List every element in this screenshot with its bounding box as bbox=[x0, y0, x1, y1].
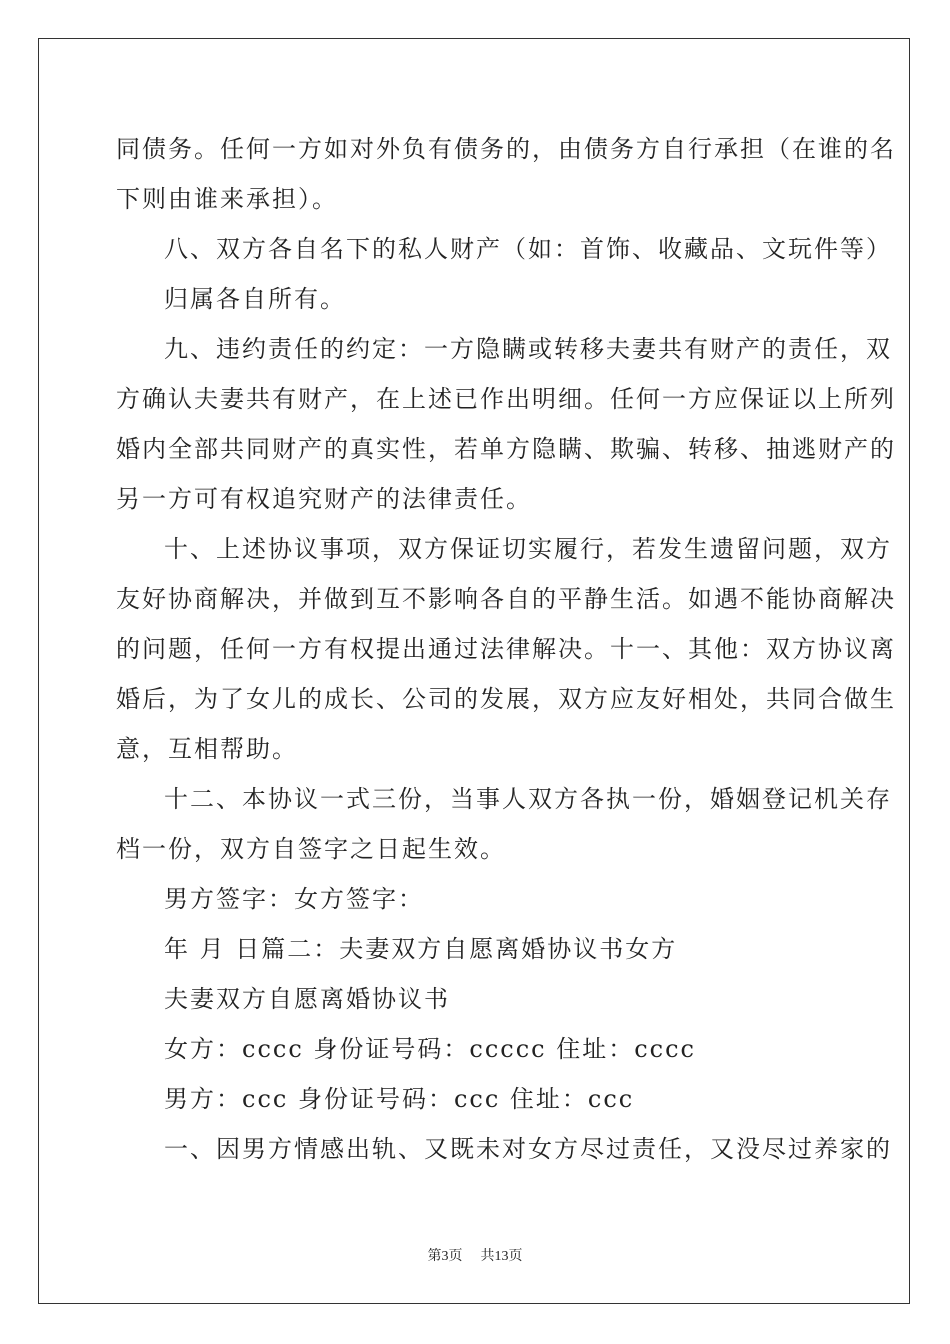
signature-line: 男方签字：女方签字： bbox=[164, 885, 424, 913]
text-line-1: 同债务。任何一方如对外负有债务的，由债务方自行承担（在谁的名 bbox=[116, 135, 896, 163]
text-line-7: 婚内全部共同财产的真实性，若单方隐瞒、欺骗、转移、抽逃财产的 bbox=[116, 435, 896, 463]
page-border bbox=[38, 38, 910, 1304]
male-party-info: 男方：ccc 身份证号码：ccc 住址：ccc bbox=[164, 1085, 635, 1113]
text-line-10: 友好协商解决，并做到互不影响各自的平静生活。如遇不能协商解决 bbox=[116, 585, 896, 613]
page-number: 第3页 bbox=[427, 1249, 463, 1264]
date-and-section-heading: 年 月 日篇二：夫妻双方自愿离婚协议书女方 bbox=[164, 935, 678, 963]
text-line-2: 下则由谁来承担）。 bbox=[116, 185, 338, 213]
female-party-info: 女方：cccc 身份证号码：ccccc 住址：cccc bbox=[164, 1035, 696, 1063]
document-title: 夫妻双方自愿离婚协议书 bbox=[164, 985, 450, 1013]
text-line-5: 九、违约责任的约定：一方隐瞒或转移夫妻共有财产的责任，双 bbox=[164, 335, 892, 363]
text-line-13: 意，互相帮助。 bbox=[116, 735, 298, 763]
text-line-9: 十、上述协议事项，双方保证切实履行，若发生遗留问题，双方 bbox=[164, 535, 892, 563]
page-footer bbox=[0, 1248, 950, 1266]
text-line-8: 另一方可有权追究财产的法律责任。 bbox=[116, 485, 532, 513]
text-line-11: 的问题，任何一方有权提出通过法律解决。十一、其他：双方协议离 bbox=[116, 635, 896, 663]
text-line-4: 归属各自所有。 bbox=[164, 285, 346, 313]
text-line-12: 婚后，为了女儿的成长、公司的发展，双方应友好相处，共同合做生 bbox=[116, 685, 896, 713]
text-line-3: 八、双方各自名下的私人财产（如：首饰、收藏品、文玩件等） bbox=[164, 235, 892, 263]
total-pages: 共13页 bbox=[480, 1249, 523, 1264]
text-line-21: 一、因男方情感出轨、又既未对女方尽过责任，又没尽过养家的 bbox=[164, 1135, 892, 1163]
text-line-15: 档一份，双方自签字之日起生效。 bbox=[116, 835, 506, 863]
text-line-14: 十二、本协议一式三份，当事人双方各执一份，婚姻登记机关存 bbox=[164, 785, 892, 813]
text-line-6: 方确认夫妻共有财产，在上述已作出明细。任何一方应保证以上所列 bbox=[116, 385, 896, 413]
